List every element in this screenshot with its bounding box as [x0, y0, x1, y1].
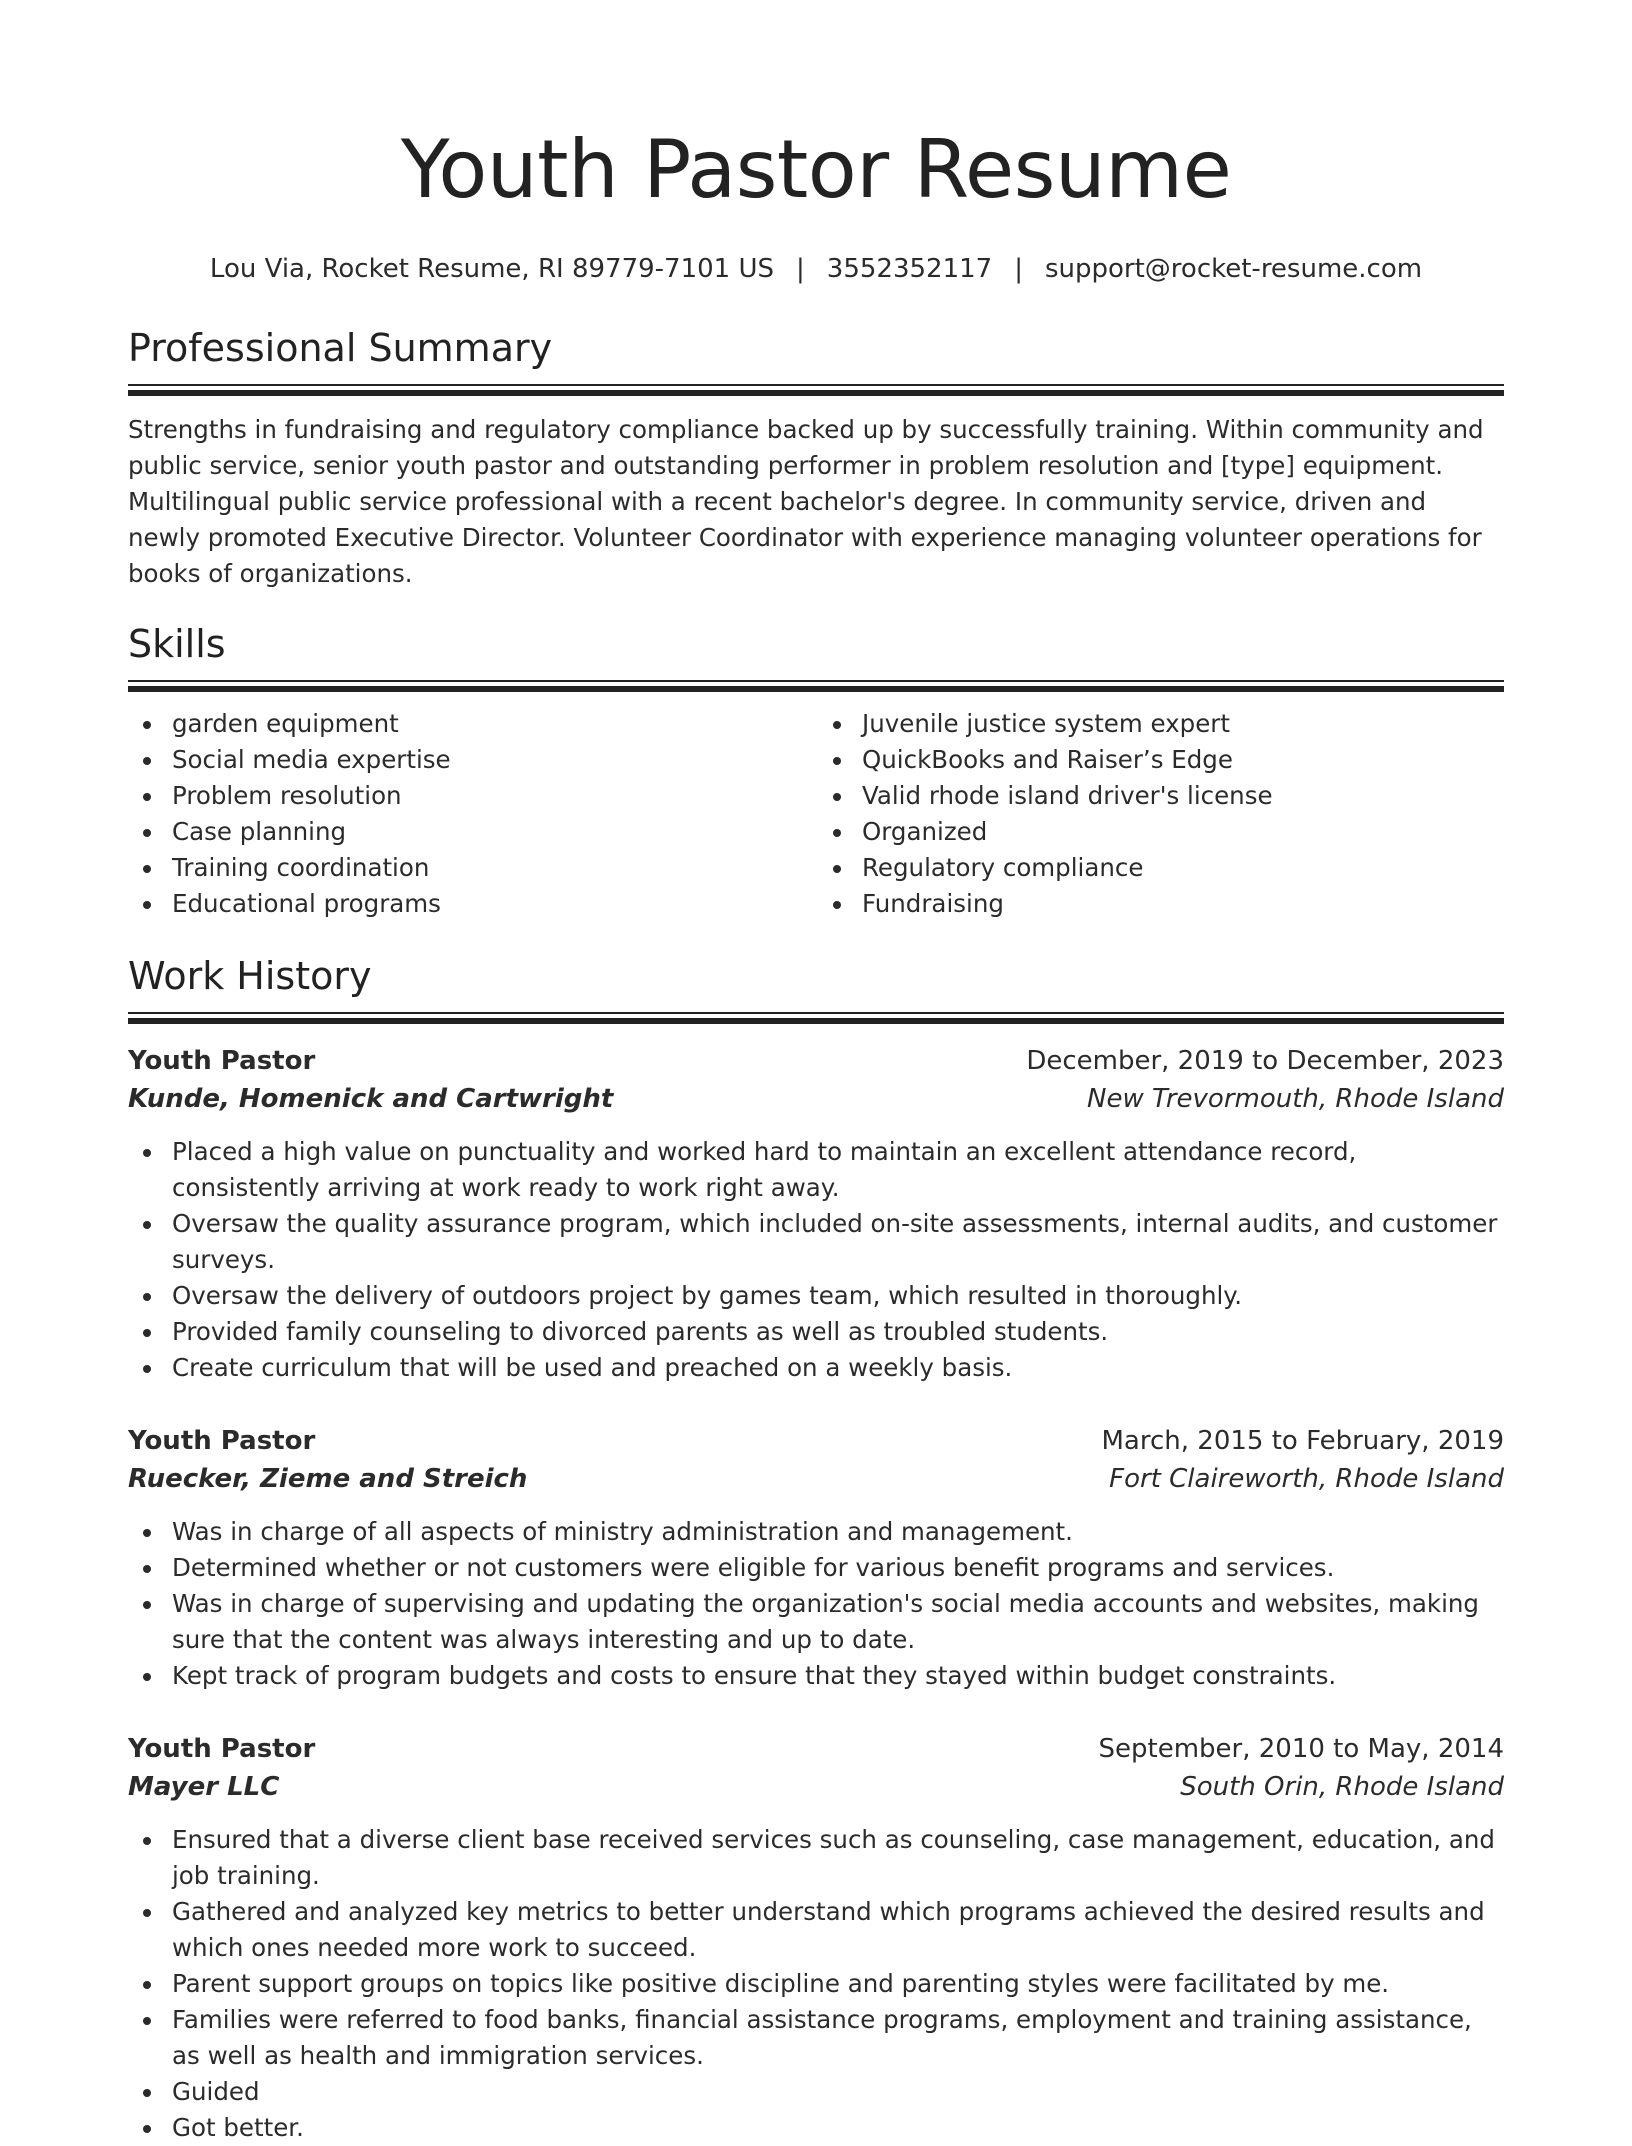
list-item: Problem resolution	[128, 778, 816, 814]
job-dates: March, 2015 to February, 2019	[1101, 1426, 1504, 1456]
resume-title: Youth Pastor Resume	[400, 123, 1232, 216]
job-company-row	[128, 1460, 1504, 1498]
job-company: Mayer LLC	[128, 1772, 280, 1802]
skills-section	[128, 620, 1504, 922]
job-entry	[128, 1042, 1504, 1386]
list-item: Regulatory compliance	[818, 850, 1504, 886]
job-entry	[128, 1730, 1504, 2146]
list-item: Gathered and analyzed key metrics to better understand which programs achieved the desired results and which ones needed more work to succeed.	[128, 1894, 1504, 1966]
list-item: Guided	[128, 2074, 1504, 2110]
section-heading-summary: Professional Summary	[128, 326, 553, 370]
list-item: Create curriculum that will be used and preached on a weekly basis.	[128, 1350, 1504, 1386]
job-bullets	[128, 1514, 1504, 1694]
work-section	[128, 952, 1504, 2146]
list-item: garden equipment	[128, 706, 816, 742]
job-header-row	[128, 1730, 1504, 1768]
section-heading-skills: Skills	[128, 622, 226, 666]
job-dates: September, 2010 to May, 2014	[1098, 1734, 1504, 1764]
job-location: South Orin, Rhode Island	[1180, 1772, 1504, 1802]
list-item: Oversaw the quality assurance program, which included on-site assessments, internal audits, and customer surveys.	[128, 1206, 1504, 1278]
skills-columns	[128, 706, 1504, 922]
section-heading-work: Work History	[128, 954, 372, 998]
job-entry	[128, 1422, 1504, 1694]
contact-separator: |	[796, 254, 805, 284]
list-item: Fundraising	[818, 886, 1504, 922]
contact-address: Lou Via, Rocket Resume, RI 89779-7101 US	[209, 254, 775, 284]
list-item: Families were referred to food banks, financial assistance programs, employment and training assistance, as well as health and immigration services.	[128, 2002, 1504, 2074]
job-company: Kunde, Homenick and Cartwright	[128, 1084, 614, 1114]
list-item: Juvenile justice system expert	[818, 706, 1504, 742]
job-company-row	[128, 1768, 1504, 1806]
list-item: Was in charge of supervising and updating the organization's social media accounts and websites, making sure that the content was always interesting and up to date.	[128, 1586, 1504, 1658]
list-item: Training coordination	[128, 850, 816, 886]
list-item: Determined whether or not customers were eligible for various benefit programs and services.	[128, 1550, 1504, 1586]
section-divider	[128, 680, 1504, 692]
summary-text: Strengths in fundraising and regulatory compliance backed up by successfully training. Within community and public service, senior youth pastor and outstanding performer in problem resolution and [type] equipment. Multilingual public service professional with a recent bachelor's degree. In community service, driven and newly promoted Executive Director. Volunteer Coordinator with experience managing volunteer operations for books of organizations.	[128, 415, 1484, 588]
job-title: Youth Pastor	[128, 1046, 316, 1076]
list-item: Provided family counseling to divorced parents as well as troubled students.	[128, 1314, 1504, 1350]
job-location: New Trevormouth, Rhode Island	[1087, 1084, 1504, 1114]
skills-list-left	[128, 706, 816, 922]
contact-phone: 3552352117	[826, 254, 993, 284]
job-list	[128, 1042, 1504, 2146]
summary-section	[128, 324, 1504, 592]
contact-email[interactable]: support@rocket-resume.com	[1044, 254, 1423, 284]
job-company-row	[128, 1080, 1504, 1118]
list-item: Organized	[818, 814, 1504, 850]
list-item: Oversaw the delivery of outdoors project by games team, which resulted in thoroughly.	[128, 1278, 1504, 1314]
list-item: Kept track of program budgets and costs to ensure that they stayed within budget constraints.	[128, 1658, 1504, 1694]
list-item: Parent support groups on topics like positive discipline and parenting styles were facilitated by me.	[128, 1966, 1504, 2002]
list-item: Social media expertise	[128, 742, 816, 778]
section-divider	[128, 384, 1504, 396]
list-item: Valid rhode island driver's license	[818, 778, 1504, 814]
job-dates: December, 2019 to December, 2023	[1026, 1046, 1504, 1076]
section-divider	[128, 1012, 1504, 1024]
job-bullets	[128, 1134, 1504, 1386]
skills-list-right	[816, 706, 1504, 922]
list-item: Got better.	[128, 2110, 1504, 2146]
list-item: QuickBooks and Raiser’s Edge	[818, 742, 1504, 778]
list-item: Ensured that a diverse client base received services such as counseling, case management, education, and job training.	[128, 1822, 1504, 1894]
list-item: Placed a high value on punctuality and worked hard to maintain an excellent attendance record, consistently arriving at work ready to work right away.	[128, 1134, 1504, 1206]
job-company: Ruecker, Zieme and Streich	[128, 1464, 528, 1494]
job-title: Youth Pastor	[128, 1734, 316, 1764]
list-item: Was in charge of all aspects of ministry administration and management.	[128, 1514, 1504, 1550]
contact-line	[128, 252, 1504, 286]
job-header-row	[128, 1422, 1504, 1460]
job-bullets	[128, 1822, 1504, 2146]
list-item: Educational programs	[128, 886, 816, 922]
contact-separator: |	[1014, 254, 1023, 284]
job-header-row	[128, 1042, 1504, 1080]
job-location: Fort Claireworth, Rhode Island	[1109, 1464, 1504, 1494]
job-title: Youth Pastor	[128, 1426, 316, 1456]
list-item: Case planning	[128, 814, 816, 850]
